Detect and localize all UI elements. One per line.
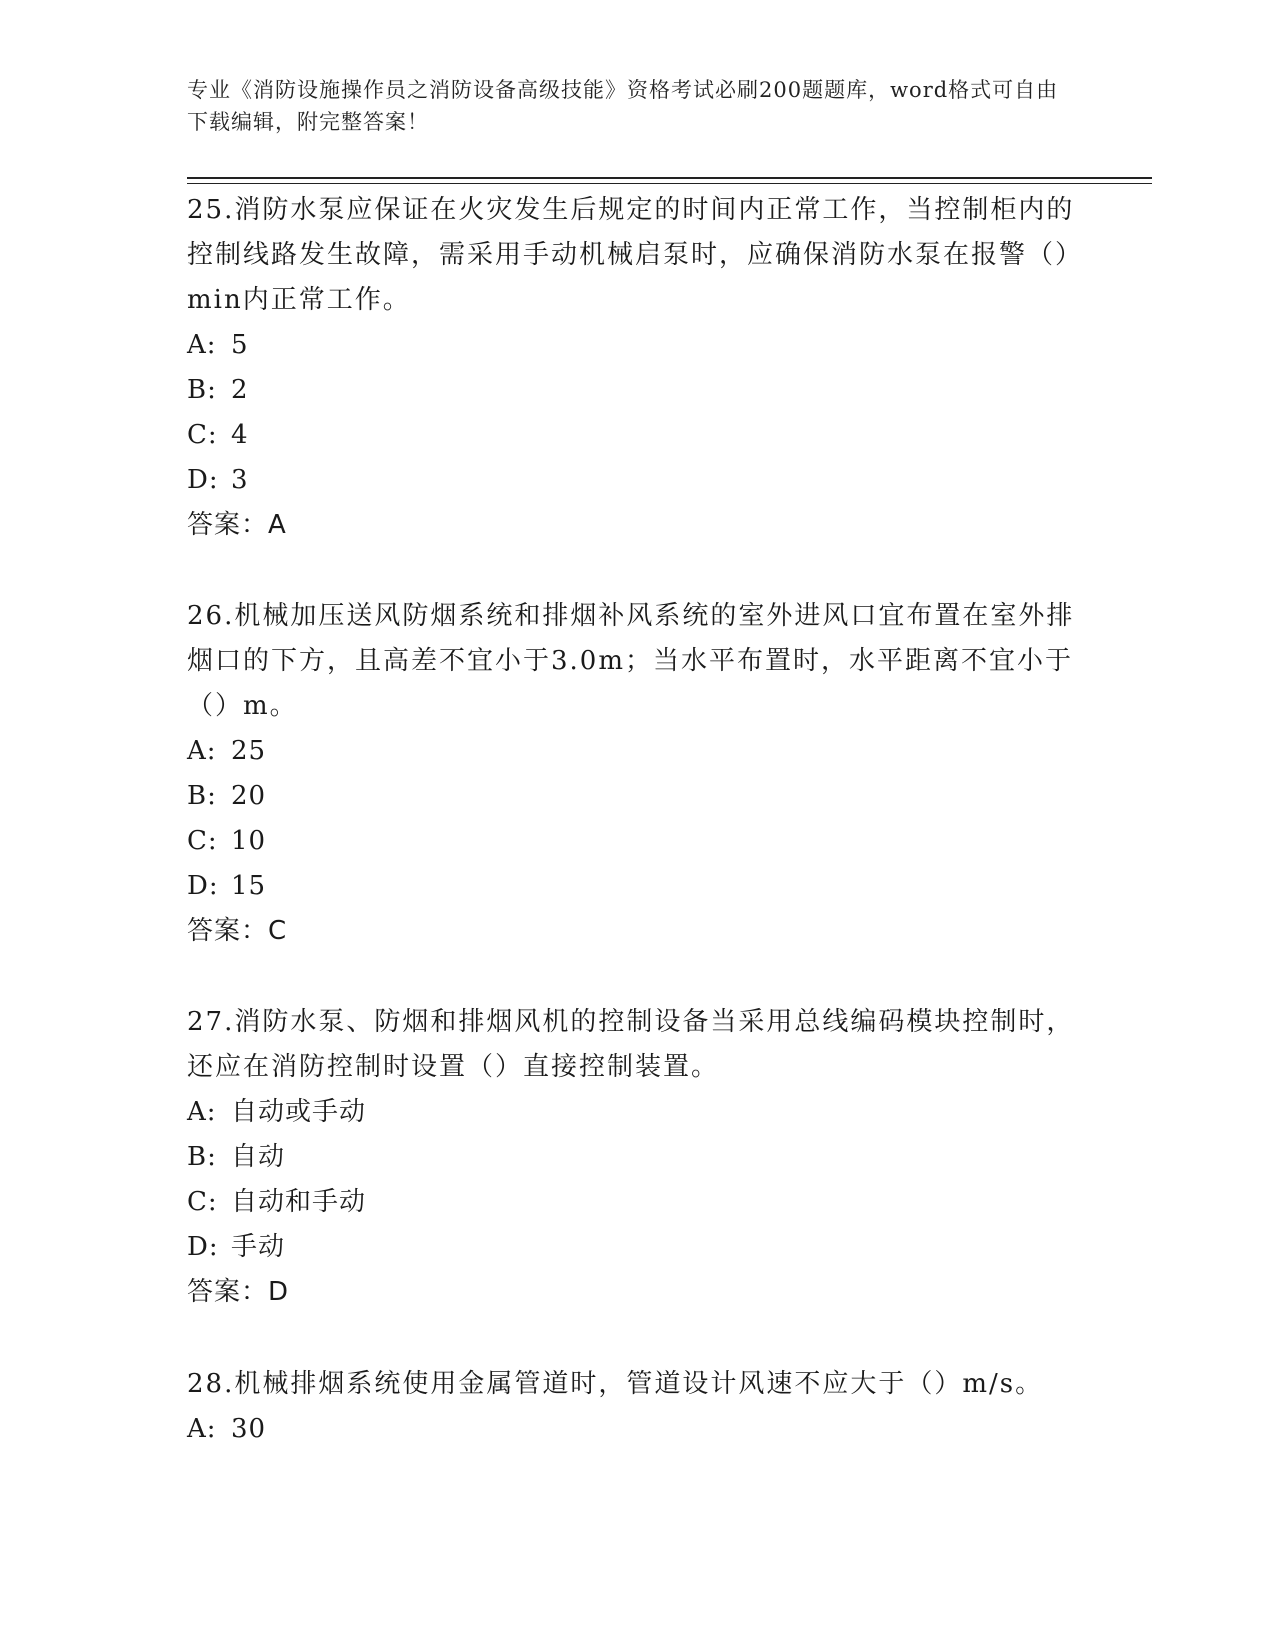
option-value: 4: [231, 420, 249, 450]
option-letter: D:: [187, 1232, 219, 1262]
document-header: 专业《消防设施操作员之消防设备高级技能》资格考试必刷200题题库，word格式可自由下载编辑，附完整答案！: [187, 78, 1059, 134]
answer-value: D: [268, 1277, 290, 1307]
question-text: 27.消防水泵、防烟和排烟风机的控制设备当采用总线编码模块控制时，还应在消防控制时设置（）直接控制装置。: [187, 1007, 1075, 1082]
option-a: [187, 1090, 1087, 1135]
option-letter: C:: [187, 1187, 218, 1217]
option-d: [187, 458, 1087, 503]
option-letter: A:: [187, 1097, 217, 1127]
answer-label: 答案：: [187, 1277, 269, 1307]
question-25: [187, 188, 1087, 548]
answer-label: 答案：: [187, 916, 269, 946]
answer-label: 答案：: [187, 510, 269, 540]
option-value: 3: [231, 465, 249, 495]
option-b: [187, 1135, 1087, 1180]
option-c: [187, 1180, 1087, 1225]
option-letter: C:: [187, 420, 218, 450]
option-letter: B:: [187, 781, 217, 811]
option-letter: B:: [187, 1142, 217, 1172]
option-letter: D:: [187, 871, 219, 901]
answer-value: C: [268, 916, 288, 946]
option-letter: A:: [187, 736, 217, 766]
question-27: [187, 1000, 1087, 1315]
option-letter: C:: [187, 826, 218, 856]
option-a: [187, 1407, 1087, 1452]
option-value: 30: [231, 1414, 267, 1444]
header-divider-thick: [187, 177, 1152, 179]
option-d: [187, 1225, 1087, 1270]
question-28: [187, 1362, 1087, 1452]
option-value: 2: [231, 375, 249, 405]
answer-line: [187, 909, 1087, 954]
option-value: 自动或手动: [231, 1097, 367, 1127]
option-letter: A:: [187, 330, 217, 360]
option-value: 自动: [231, 1142, 286, 1172]
question-text: 26.机械加压送风防烟系统和排烟补风系统的室外进风口宜布置在室外排烟口的下方，且高差不宜小于3.0m；当水平布置时，水平距离不宜小于（）m。: [187, 601, 1075, 721]
option-letter: B:: [187, 375, 217, 405]
option-c: [187, 413, 1087, 458]
option-a: [187, 323, 1087, 368]
option-a: [187, 729, 1087, 774]
option-value: 25: [231, 736, 267, 766]
option-value: 手动: [231, 1232, 286, 1262]
option-value: 15: [231, 871, 267, 901]
option-c: [187, 819, 1087, 864]
option-b: [187, 774, 1087, 819]
question-26: [187, 594, 1087, 954]
option-b: [187, 368, 1087, 413]
question-text: 25.消防水泵应保证在火灾发生后规定的时间内正常工作，当控制柜内的控制线路发生故障，需采用手动机械启泵时，应确保消防水泵在报警（）min内正常工作。: [187, 195, 1084, 315]
option-d: [187, 864, 1087, 909]
header-divider-thin: [187, 183, 1152, 184]
option-value: 5: [231, 330, 249, 360]
answer-line: [187, 1270, 1087, 1315]
option-letter: D:: [187, 465, 219, 495]
answer-value: A: [268, 510, 287, 540]
question-text: 28.机械排烟系统使用金属管道时，管道设计风速不应大于（）m/s。: [187, 1369, 1044, 1399]
option-value: 10: [231, 826, 267, 856]
option-value: 自动和手动: [231, 1187, 367, 1217]
answer-line: [187, 503, 1087, 548]
option-letter: A:: [187, 1414, 217, 1444]
option-value: 20: [231, 781, 267, 811]
